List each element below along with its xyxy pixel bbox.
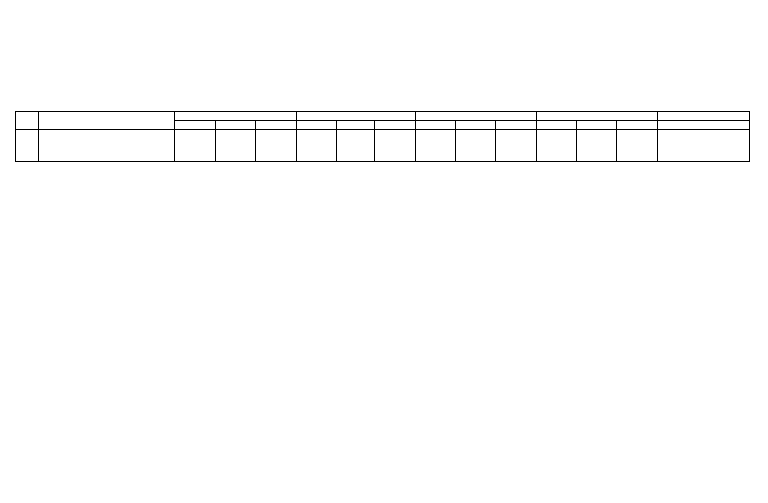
col-no-header [16, 112, 39, 130]
header-row-dates [16, 112, 750, 121]
paraf-cell[interactable] [175, 130, 216, 162]
paraf-cell[interactable] [617, 130, 658, 162]
pemulangan-header [658, 112, 750, 121]
col-nama-obat-header [39, 112, 175, 130]
paraf-row [16, 130, 750, 162]
tanggal-header [297, 112, 416, 121]
paraf-label [39, 130, 175, 162]
shift-header [537, 121, 577, 130]
shift-header [375, 121, 416, 130]
paraf-cell[interactable] [496, 130, 537, 162]
paraf-cell[interactable] [416, 130, 456, 162]
paraf-cell[interactable] [375, 130, 416, 162]
paraf-cell[interactable] [456, 130, 496, 162]
paraf-no-cell [16, 130, 39, 162]
shift-header [456, 121, 496, 130]
shift-header [337, 121, 375, 130]
shift-header [617, 121, 658, 130]
shift-header [496, 121, 537, 130]
paraf-cell[interactable] [337, 130, 375, 162]
tanggal-header [537, 112, 658, 121]
shift-header [216, 121, 256, 130]
paraf-cell[interactable] [658, 130, 750, 162]
medication-table [15, 111, 750, 162]
shift-header [577, 121, 617, 130]
shift-header [175, 121, 216, 130]
sisa-obat-header [658, 121, 750, 130]
tanggal-header [416, 112, 537, 121]
tanggal-header [175, 112, 297, 121]
paraf-cell[interactable] [256, 130, 297, 162]
shift-header [256, 121, 297, 130]
paraf-cell[interactable] [297, 130, 337, 162]
shift-header [297, 121, 337, 130]
paraf-cell[interactable] [577, 130, 617, 162]
shift-header [416, 121, 456, 130]
paraf-cell[interactable] [537, 130, 577, 162]
paraf-cell[interactable] [216, 130, 256, 162]
